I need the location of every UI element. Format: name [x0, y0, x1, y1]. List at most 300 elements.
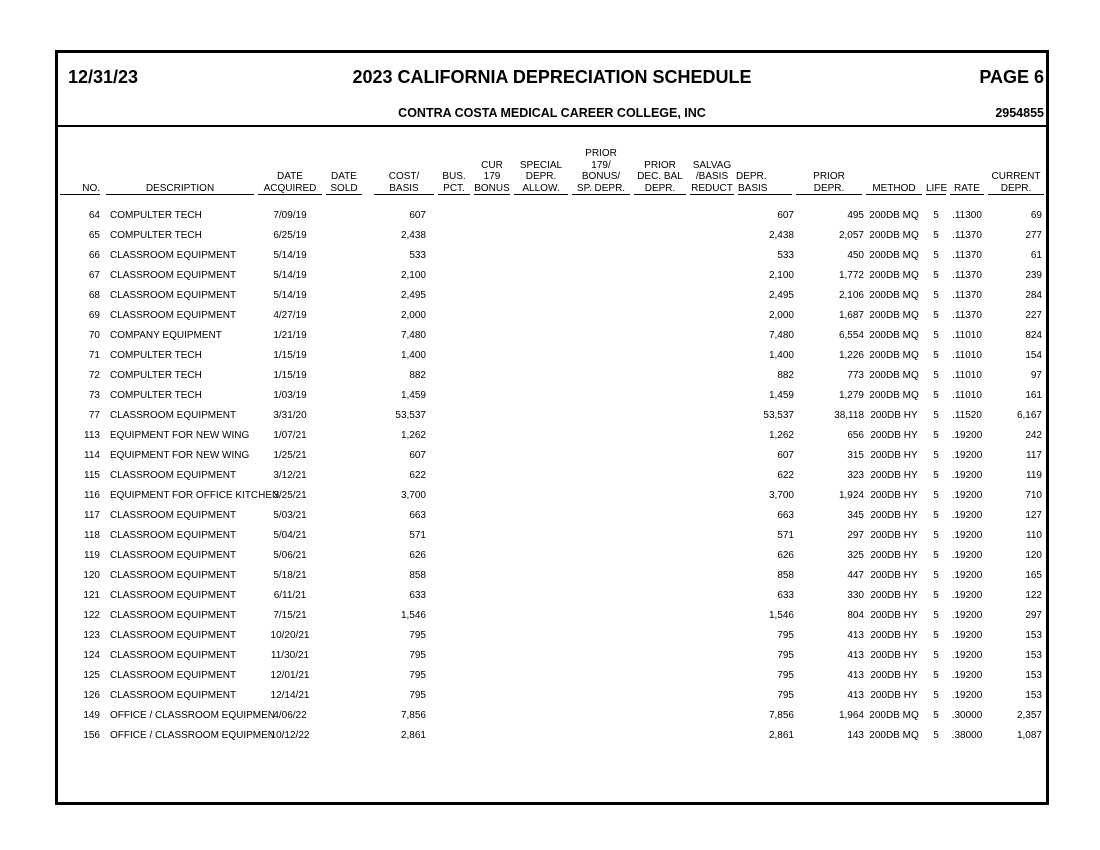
- cell-basis: 533: [777, 249, 794, 261]
- cell-no: 122: [83, 609, 100, 621]
- col-header-line: DEPR.: [736, 171, 767, 182]
- cell-special: [512, 605, 570, 625]
- cell-life: 5: [933, 529, 939, 541]
- cell-special: [512, 585, 570, 605]
- cell-cur179: [472, 385, 512, 405]
- cell-desc: CLASSROOM EQUIPMENT: [110, 509, 237, 521]
- cell-method: 200DB HY: [870, 529, 918, 541]
- cell-sold: [324, 225, 364, 245]
- cell-life: 5: [933, 569, 939, 581]
- cell-prior179: [570, 565, 632, 585]
- cell-salvag: [688, 345, 736, 365]
- table-row: [58, 485, 1046, 505]
- cell-no: 73: [88, 389, 100, 401]
- cell-acq: 3/31/20: [273, 409, 307, 421]
- cell-prior179: [570, 365, 632, 385]
- cell-cost: 3,700: [400, 489, 426, 501]
- cell-basis: 53,537: [763, 409, 794, 421]
- cell-priordec: [632, 645, 688, 665]
- cell-current: 153: [1025, 649, 1042, 661]
- table-row: [58, 305, 1046, 325]
- cell-current: 284: [1025, 289, 1042, 301]
- cell-priordec: [632, 245, 688, 265]
- cell-bus: [436, 345, 472, 365]
- col-header-line: PRIOR: [585, 148, 617, 159]
- cell-salvag: [688, 545, 736, 565]
- cell-special: [512, 725, 570, 745]
- cell-priordec: [632, 199, 688, 225]
- table-row: [58, 645, 1046, 665]
- cell-special: [512, 485, 570, 505]
- col-header-line: RATE: [950, 183, 984, 196]
- cell-cost: 2,495: [400, 289, 426, 301]
- cell-current: 110: [1026, 529, 1042, 541]
- cell-prior: 330: [847, 589, 864, 601]
- cell-cost: 633: [409, 589, 426, 601]
- cell-priordec: [632, 525, 688, 545]
- cell-sold: [324, 365, 364, 385]
- cell-cost: 607: [409, 449, 426, 461]
- cell-special: [512, 405, 570, 425]
- cell-current: 153: [1025, 689, 1042, 701]
- cell-current: 153: [1025, 669, 1042, 681]
- cell-current: 119: [1026, 469, 1042, 481]
- cell-basis: 858: [777, 569, 794, 581]
- cell-current: 122: [1025, 589, 1042, 601]
- table-row: [58, 445, 1046, 465]
- cell-rate: .11370: [952, 229, 982, 241]
- cell-bus: [436, 325, 472, 345]
- cell-sold: [324, 625, 364, 645]
- cell-current: 61: [1030, 249, 1042, 261]
- col-header-line: BONUS: [474, 182, 510, 194]
- cell-prior179: [570, 445, 632, 465]
- col-header-line: PRIOR: [813, 171, 845, 182]
- cell-rate: .19200: [951, 509, 983, 521]
- cell-life: 5: [933, 549, 939, 561]
- cell-priordec: [632, 285, 688, 305]
- cell-special: [512, 225, 570, 245]
- cell-special: [512, 565, 570, 585]
- col-header-line: SALVAG: [692, 159, 732, 171]
- cell-sold: [324, 345, 364, 365]
- cell-method: 200DB MQ: [869, 309, 919, 321]
- cell-sold: [324, 385, 364, 405]
- cell-cur179: [472, 265, 512, 285]
- col-header-line: 179: [483, 171, 501, 182]
- cell-sold: [324, 465, 364, 485]
- cell-sold: [324, 405, 364, 425]
- cell-desc: CLASSROOM EQUIPMENT: [110, 289, 237, 301]
- cell-acq: 7/15/21: [273, 609, 307, 621]
- cell-acq: 1/03/19: [273, 389, 307, 401]
- cell-desc: CLASSROOM EQUIPMENT: [110, 549, 237, 561]
- cell-prior179: [570, 485, 632, 505]
- cell-acq: 10/20/21: [270, 629, 310, 641]
- cell-salvag: [688, 625, 736, 645]
- col-header: [324, 148, 364, 199]
- cell-desc: CLASSROOM EQUIPMENT: [110, 269, 237, 281]
- cell-cur179: [472, 565, 512, 585]
- cell-prior179: [570, 625, 632, 645]
- cell-bus: [436, 505, 472, 525]
- cell-desc: CLASSROOM EQUIPMENT: [110, 249, 237, 261]
- cell-cost: 882: [409, 369, 426, 381]
- cell-cur179: [472, 285, 512, 305]
- cell-basis: 633: [777, 589, 794, 601]
- cell-rate: .11520: [952, 409, 982, 421]
- col-header: [924, 148, 948, 199]
- col-header-line: METHOD: [866, 183, 922, 196]
- cell-rate: .19200: [951, 689, 983, 701]
- cell-salvag: [688, 565, 736, 585]
- cell-priordec: [632, 685, 688, 705]
- cell-rate: .19200: [951, 549, 983, 561]
- cell-method: 200DB MQ: [869, 369, 919, 381]
- cell-salvag: [688, 465, 736, 485]
- cell-bus: [436, 725, 472, 745]
- cell-bus: [436, 685, 472, 705]
- col-header: [364, 148, 436, 199]
- cell-special: [512, 265, 570, 285]
- cell-prior179: [570, 305, 632, 325]
- col-header: [256, 148, 324, 199]
- cell-acq: 5/06/21: [273, 549, 307, 561]
- cell-acq: 5/14/19: [273, 249, 307, 261]
- cell-no: 115: [84, 469, 100, 481]
- col-header-line: BUS.: [442, 171, 466, 182]
- cell-current: 297: [1025, 609, 1042, 621]
- table-row: [58, 225, 1046, 245]
- cell-cost: 795: [409, 649, 426, 661]
- cell-prior: 38,118: [834, 409, 864, 421]
- cell-prior: 1,226: [838, 349, 864, 361]
- cell-method: 200DB MQ: [869, 269, 919, 281]
- cell-bus: [436, 425, 472, 445]
- cell-life: 5: [933, 489, 939, 501]
- col-header-line: SPECIAL: [519, 159, 563, 171]
- col-header-line: LIFE: [926, 182, 948, 194]
- cell-prior179: [570, 345, 632, 365]
- cell-salvag: [688, 725, 736, 745]
- cell-desc: OFFICE / CLASSROOM EQUIPMEN: [110, 729, 276, 741]
- cell-priordec: [632, 585, 688, 605]
- cell-prior: 1,964: [838, 709, 864, 721]
- table-row: [58, 365, 1046, 385]
- cell-prior: 450: [847, 249, 864, 261]
- cell-priordec: [632, 305, 688, 325]
- cell-no: 118: [84, 529, 100, 541]
- cell-special: [512, 685, 570, 705]
- cell-salvag: [688, 199, 736, 225]
- cell-cost: 1,546: [400, 609, 426, 621]
- col-header: [986, 148, 1046, 199]
- cell-acq: 12/01/21: [270, 669, 310, 681]
- cell-cost: 1,400: [400, 349, 426, 361]
- cell-cur179: [472, 345, 512, 365]
- cell-life: 5: [933, 389, 939, 401]
- table-row: [58, 705, 1046, 725]
- cell-method: 200DB HY: [870, 409, 918, 421]
- table-row: [58, 285, 1046, 305]
- cell-cur179: [472, 465, 512, 485]
- cell-life: 5: [933, 369, 939, 381]
- cell-cur179: [472, 505, 512, 525]
- cell-method: 200DB MQ: [869, 329, 919, 341]
- cell-cost: 2,000: [400, 309, 426, 321]
- cell-current: 227: [1025, 309, 1042, 321]
- cell-current: 97: [1030, 369, 1042, 381]
- cell-bus: [436, 705, 472, 725]
- cell-no: 125: [83, 669, 100, 681]
- cell-cur179: [472, 405, 512, 425]
- cell-no: 123: [83, 629, 100, 641]
- cell-special: [512, 425, 570, 445]
- cell-sold: [324, 305, 364, 325]
- cell-prior: 1,772: [838, 269, 864, 281]
- cell-special: [512, 705, 570, 725]
- cell-no: 77: [88, 409, 100, 421]
- cell-rate: .11370: [952, 309, 982, 321]
- cell-rate: .19200: [951, 529, 983, 541]
- cell-cur179: [472, 705, 512, 725]
- cell-prior179: [570, 665, 632, 685]
- cell-life: 5: [933, 589, 939, 601]
- cell-prior: 345: [847, 509, 864, 521]
- col-header-line: BASIS: [738, 183, 792, 196]
- cell-prior: 413: [847, 669, 864, 681]
- cell-acq: 10/12/22: [270, 729, 310, 741]
- cell-acq: 5/04/21: [273, 529, 307, 541]
- cell-current: 277: [1025, 229, 1042, 241]
- cell-method: 200DB HY: [870, 449, 918, 461]
- cell-no: 121: [83, 589, 100, 601]
- table-row: [58, 685, 1046, 705]
- col-header-line: NO.: [60, 183, 100, 196]
- cell-cur179: [472, 585, 512, 605]
- cell-sold: [324, 585, 364, 605]
- cell-sold: [324, 285, 364, 305]
- cell-cost: 663: [409, 509, 426, 521]
- cell-bus: [436, 625, 472, 645]
- cell-prior179: [570, 685, 632, 705]
- cell-sold: [324, 685, 364, 705]
- cell-life: 5: [933, 249, 939, 261]
- cell-no: 67: [88, 269, 100, 281]
- cell-no: 65: [88, 229, 100, 241]
- cell-cost: 53,537: [395, 409, 426, 421]
- cell-basis: 1,459: [768, 389, 794, 401]
- cell-prior: 323: [847, 469, 864, 481]
- cell-priordec: [632, 465, 688, 485]
- cell-current: 69: [1030, 209, 1042, 221]
- cell-cost: 7,856: [400, 709, 426, 721]
- cell-acq: 1/21/19: [273, 329, 307, 341]
- col-header: [688, 148, 736, 199]
- cell-current: 165: [1025, 569, 1042, 581]
- cell-rate: .19200: [951, 629, 983, 641]
- cell-prior179: [570, 605, 632, 625]
- cell-prior179: [570, 705, 632, 725]
- cell-desc: CLASSROOM EQUIPMENT: [110, 629, 237, 641]
- col-header-line: PRIOR: [644, 159, 676, 171]
- cell-prior: 495: [847, 209, 864, 221]
- col-header-line: COST/: [388, 171, 420, 182]
- table-row: [58, 325, 1046, 345]
- table-row: [58, 345, 1046, 365]
- col-header-line: /BASIS: [695, 171, 729, 182]
- cell-prior179: [570, 505, 632, 525]
- cell-prior179: [570, 245, 632, 265]
- col-header: [512, 148, 570, 199]
- cell-desc: EQUIPMENT FOR NEW WING: [110, 449, 250, 461]
- cell-method: 200DB HY: [870, 609, 918, 621]
- company-name: CONTRA COSTA MEDICAL CAREER COLLEGE, INC: [398, 106, 706, 120]
- cell-basis: 3,700: [768, 489, 794, 501]
- cell-desc: COMPANY EQUIPMENT: [110, 329, 222, 341]
- cell-rate: .19200: [951, 669, 983, 681]
- cell-life: 5: [933, 449, 939, 461]
- cell-cur179: [472, 365, 512, 385]
- cell-prior: 656: [847, 429, 864, 441]
- cell-life: 5: [933, 609, 939, 621]
- col-header-line: BASIS: [374, 183, 434, 196]
- cell-life: 5: [933, 629, 939, 641]
- cell-prior: 315: [847, 449, 864, 461]
- cell-bus: [436, 485, 472, 505]
- cell-desc: EQUIPMENT FOR OFFICE KITCHEN: [110, 489, 280, 501]
- cell-no: 70: [88, 329, 100, 341]
- cell-priordec: [632, 265, 688, 285]
- cell-rate: .11370: [952, 249, 982, 261]
- cell-no: 124: [83, 649, 100, 661]
- cell-sold: [324, 199, 364, 225]
- cell-prior179: [570, 265, 632, 285]
- cell-basis: 2,100: [768, 269, 794, 281]
- cell-desc: CLASSROOM EQUIPMENT: [110, 569, 237, 581]
- table-row: [58, 199, 1046, 225]
- page-number: PAGE 6: [979, 67, 1044, 87]
- cell-basis: 622: [777, 469, 794, 481]
- col-header-line: PCT.: [438, 183, 470, 196]
- cell-method: 200DB HY: [870, 509, 918, 521]
- cell-life: 5: [933, 289, 939, 301]
- cell-bus: [436, 265, 472, 285]
- cell-priordec: [632, 365, 688, 385]
- cell-salvag: [688, 245, 736, 265]
- cell-current: 2,357: [1016, 709, 1042, 721]
- cell-current: 153: [1025, 629, 1042, 641]
- cell-acq: 7/09/19: [273, 209, 307, 221]
- table-row: [58, 425, 1046, 445]
- cell-basis: 7,480: [768, 329, 794, 341]
- col-header: [104, 148, 256, 199]
- cell-salvag: [688, 365, 736, 385]
- cell-salvag: [688, 445, 736, 465]
- cell-rate: .19200: [951, 609, 983, 621]
- cell-salvag: [688, 265, 736, 285]
- col-header: [864, 148, 924, 199]
- cell-acq: 4/27/19: [273, 309, 307, 321]
- cell-prior: 143: [847, 729, 864, 741]
- col-header-line: 179/: [591, 159, 611, 171]
- cell-special: [512, 385, 570, 405]
- cell-method: 200DB HY: [870, 649, 918, 661]
- cell-basis: 571: [777, 529, 794, 541]
- col-header-line: DEPR.: [525, 171, 557, 182]
- cell-sold: [324, 605, 364, 625]
- report-date: 12/31/23: [68, 67, 139, 87]
- cell-special: [512, 505, 570, 525]
- col-header: [948, 148, 986, 199]
- table-row: [58, 245, 1046, 265]
- cell-cost: 571: [409, 529, 426, 541]
- cell-cost: 795: [409, 669, 426, 681]
- table-row: [58, 605, 1046, 625]
- table-row: [58, 505, 1046, 525]
- cell-no: 113: [84, 429, 100, 441]
- cell-salvag: [688, 425, 736, 445]
- cell-salvag: [688, 385, 736, 405]
- cell-no: 117: [84, 509, 100, 521]
- col-header-line: CURRENT: [991, 171, 1041, 182]
- cell-special: [512, 325, 570, 345]
- cell-no: 69: [88, 309, 100, 321]
- cell-basis: 663: [777, 509, 794, 521]
- cell-life: 5: [933, 709, 939, 721]
- cell-cur179: [472, 625, 512, 645]
- cell-special: [512, 445, 570, 465]
- cell-prior: 773: [847, 369, 864, 381]
- cell-cur179: [472, 425, 512, 445]
- cell-desc: CLASSROOM EQUIPMENT: [110, 529, 237, 541]
- cell-life: 5: [933, 349, 939, 361]
- cell-prior: 2,057: [838, 229, 864, 241]
- col-header-line: BONUS/: [581, 171, 621, 182]
- cell-prior: 804: [847, 609, 864, 621]
- cell-prior: 1,687: [838, 309, 864, 321]
- cell-sold: [324, 325, 364, 345]
- col-header-line: SOLD: [326, 183, 362, 196]
- cell-acq: 1/15/19: [273, 349, 307, 361]
- cell-prior: 413: [847, 649, 864, 661]
- cell-prior179: [570, 725, 632, 745]
- cell-no: 116: [84, 489, 100, 501]
- table-body: [58, 199, 1046, 745]
- cell-basis: 882: [777, 369, 794, 381]
- cell-current: 242: [1025, 429, 1042, 441]
- cell-acq: 5/03/21: [273, 509, 307, 521]
- cell-rate: .11010: [952, 369, 982, 381]
- cell-current: 710: [1025, 489, 1042, 501]
- cell-cur179: [472, 445, 512, 465]
- depreciation-table: [58, 148, 1046, 745]
- col-header-line: DEC. BAL: [637, 171, 683, 182]
- cell-prior: 1,924: [838, 489, 864, 501]
- cell-salvag: [688, 485, 736, 505]
- cell-cur179: [472, 645, 512, 665]
- cell-acq: 11/30/21: [270, 649, 310, 661]
- cell-prior179: [570, 585, 632, 605]
- cell-basis: 1,546: [768, 609, 794, 621]
- cell-cur179: [472, 225, 512, 245]
- cell-method: 200DB HY: [870, 629, 918, 641]
- cell-method: 200DB MQ: [869, 289, 919, 301]
- cell-prior179: [570, 465, 632, 485]
- cell-method: 200DB MQ: [869, 209, 919, 221]
- cell-bus: [436, 245, 472, 265]
- col-header: [58, 148, 104, 199]
